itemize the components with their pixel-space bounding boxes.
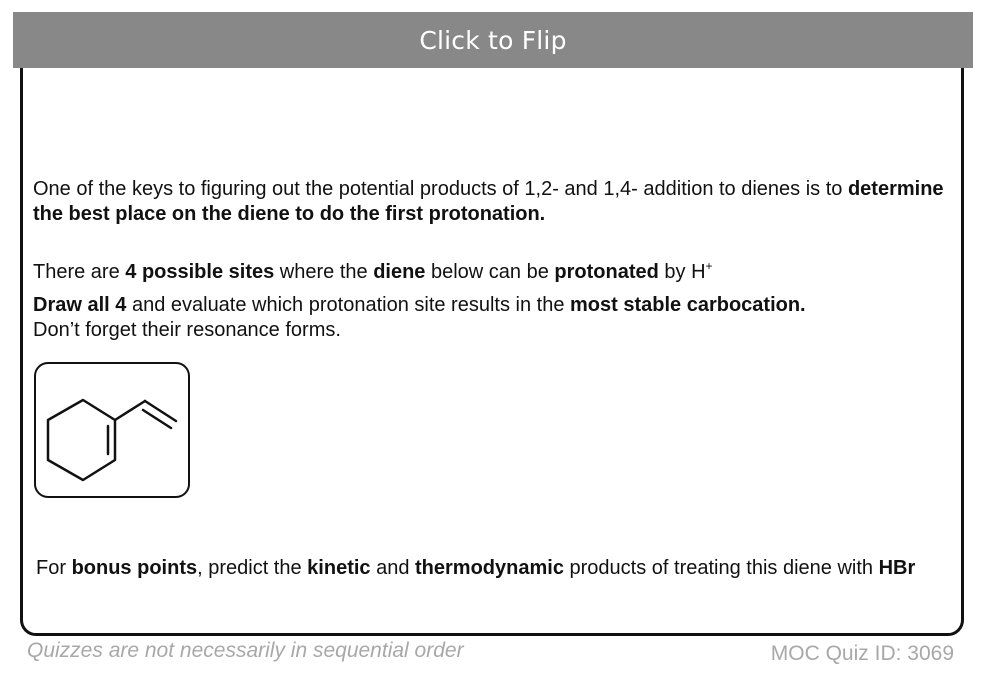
sites-paragraph (33, 260, 953, 285)
intro-paragraph (33, 177, 953, 227)
draw-paragraph (33, 293, 968, 343)
click-to-flip-button[interactable] (13, 12, 973, 68)
vinylcyclohexene-icon (36, 364, 188, 496)
bonus-text-1: For (36, 557, 72, 579)
bonus-bold-4: HBr (878, 557, 916, 579)
bonus-bold-3: thermodynamic (415, 557, 564, 579)
intro-text: One of the keys to figuring out the potential products of 1,2- and 1,4- addition to dienes is to (33, 178, 848, 200)
intro-bold: determine the best place on the diene to do the first protonation. (33, 178, 944, 225)
flip-label: Click to Flip (419, 25, 567, 55)
sites-text-3: below can be (425, 261, 555, 283)
bonus-bold-2: kinetic (307, 557, 371, 579)
bonus-paragraph (36, 556, 936, 581)
draw-bold-1: Draw all 4 (33, 294, 127, 316)
bonus-text-4: products of treating this diene with (563, 557, 879, 579)
sites-bold-3: protonated (554, 261, 659, 283)
sequential-order-note: Quizzes are not necessarily in sequential order (27, 639, 464, 662)
bonus-text-3: and (370, 557, 416, 579)
sites-text-1: There are (33, 261, 126, 283)
sites-bold-1: 4 possible sites (125, 261, 275, 283)
draw-bold-2: most stable carbocation. (570, 294, 806, 316)
proton-charge: + (705, 259, 713, 273)
diene-structure-box (34, 362, 190, 498)
quiz-id: MOC Quiz ID: 3069 (770, 642, 954, 665)
sites-text-4: by H (658, 261, 706, 283)
draw-text-2: Don’t forget their resonance forms. (33, 319, 341, 341)
draw-text-1: and evaluate which protonation site results in the (126, 294, 570, 316)
bonus-text-2: , predict the (197, 557, 308, 579)
sites-bold-2: diene (373, 261, 426, 283)
bonus-bold-1: bonus points (71, 557, 198, 579)
sites-text-2: where the (274, 261, 374, 283)
